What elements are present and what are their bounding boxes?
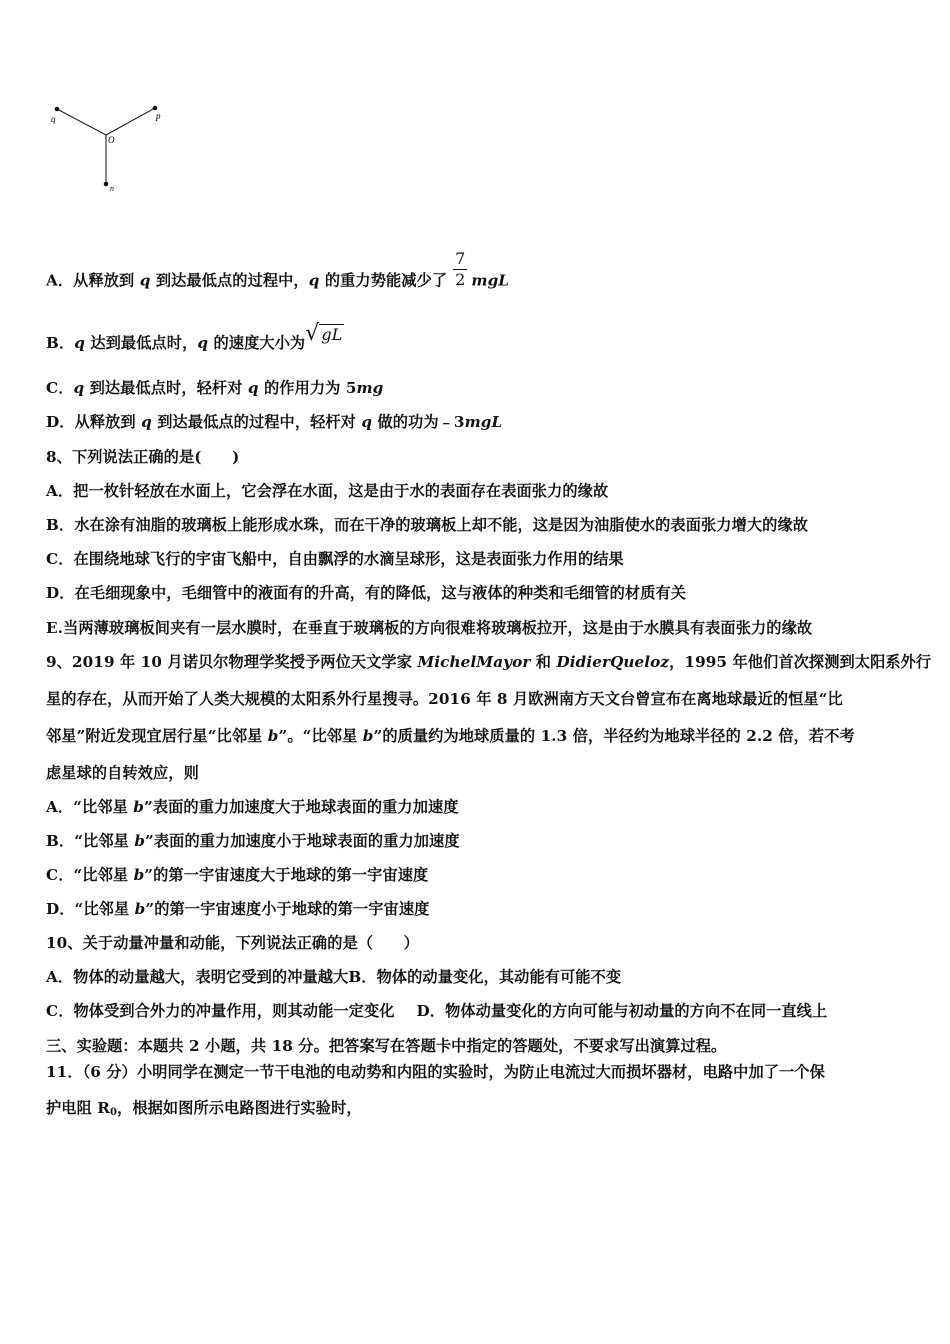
q10-options-cd (46, 1001, 827, 1021)
q7-c-var-q1: q (73, 379, 85, 397)
q7-b-var-q2: q (197, 334, 209, 352)
q9-stem-line-3 (46, 726, 855, 746)
q9-name-mayor: MichelMayor (417, 653, 531, 671)
q9-d-var-b: b (134, 900, 146, 918)
q9-name-queloz: DidierQueloz (556, 653, 670, 671)
q11-l2-text-2: ，根据如图所示电路图进行实验时， (117, 1099, 362, 1117)
fraction-denominator: 2 (455, 270, 466, 289)
q9-b-text-1: B．“比邻星 (46, 832, 135, 850)
fraction-seven-halves (453, 249, 467, 290)
q9-l1-text-3: ，1995 年他们首次探测到太阳系外行 (669, 653, 932, 671)
q9-b-text-2: ”表面的重力加速度小于地球表面的重力加速度 (145, 832, 460, 850)
q8-option-b: B．水在涂有油脂的玻璃板上能形成水珠，而在干净的玻璃板上却不能，这是因为油脂使水的表面张力增大的缘故 (46, 516, 809, 534)
q7-option-a (46, 249, 510, 302)
q7-c-mg: mg (356, 379, 384, 397)
q8-stem: 8、下列说法正确的是( ) (46, 448, 240, 466)
q9-stem-line-2: 星的存在，从而开始了人类大规模的太阳系外行星搜寻。2016 年 8 月欧洲南方天文台曾宣布在离地球最近的恒星“比 (46, 690, 843, 708)
q7-d-text-2: 到达最低点的过程中，轻杆对 (151, 413, 362, 431)
q9-l1-text-2: 和 (530, 653, 557, 671)
label-n: n (110, 184, 114, 193)
q9-l3-var-b2: b (362, 727, 374, 745)
q9-a-text-2: ”表面的重力加速度大于地球表面的重力加速度 (144, 798, 459, 816)
q9-c-var-b: b (133, 866, 145, 884)
q9-c-text-1: C．“比邻星 (46, 866, 134, 884)
q7-c-text-1: C． (46, 379, 74, 397)
q7-option-d (46, 412, 502, 432)
q10-option-c: C．物体受到合外力的冲量作用，则其动能一定变化 (46, 1002, 395, 1020)
mass-q (55, 107, 60, 112)
q9-c-text-2: ”的第一宇宙速度大于地球的第一宇宙速度 (144, 866, 429, 884)
q9-option-b (46, 831, 460, 851)
q9-b-var-b: b (134, 832, 146, 850)
section-3-heading: 三、实验题：本题共 2 小题，共 18 分。把答案写在答题卡中指定的答题处，不要求写出演算过程。 (46, 1037, 727, 1055)
q9-l3-var-b1: b (267, 727, 279, 745)
q7-c-var-q2: q (247, 379, 259, 397)
label-q: q (51, 114, 56, 124)
sqrt-gl (305, 321, 344, 346)
mass-p (153, 106, 158, 111)
radicand: gL (321, 325, 343, 344)
q9-option-a (46, 797, 459, 817)
q7-b-text-3: 的速度大小为 (208, 334, 306, 352)
label-p: p (156, 111, 161, 121)
q7-b-var-q1: q (74, 334, 85, 352)
rod-diagram (40, 92, 190, 202)
q9-stem-line-1 (46, 652, 931, 672)
q7-a-mgl: mgL (471, 271, 510, 290)
q7-option-c (46, 378, 383, 398)
q9-option-c (46, 865, 428, 885)
q7-d-text-3: 做的功为﹣3 (372, 413, 465, 431)
q7-a-var-q2: q (308, 271, 320, 290)
radical-sign: √ (305, 321, 320, 346)
q7-a-var-q1: q (139, 271, 151, 290)
q9-d-text-1: D．“比邻星 (46, 900, 135, 918)
q7-b-text-2: 达到最低点时， (84, 334, 198, 352)
q9-d-text-2: ”的第一宇宙速度小于地球的第一宇宙速度 (145, 900, 430, 918)
q11-subscript-zero: 0 (109, 1107, 118, 1118)
q7-d-mgl: mgL (464, 413, 503, 431)
mass-n (104, 182, 109, 187)
fraction-numerator: 7 (455, 249, 466, 268)
q8-option-e: E.当两薄玻璃板间夹有一层水膜时，在垂直于玻璃板的方向很难将玻璃板拉开，这是由于水膜具有表面张力的缘故 (46, 619, 813, 637)
q10-options-ab: A．物体的动量越大，表明它受到的冲量越大B．物体的动量变化，其动能有可能不变 (46, 968, 622, 986)
q7-a-text-2: 到达最低点的过程中， (150, 271, 309, 290)
q7-b-text-1: B． (46, 334, 75, 352)
q8-option-d: D．在毛细现象中，毛细管中的液面有的升高，有的降低，这与液体的种类和毛细管的材质有关 (46, 584, 687, 602)
q9-a-var-b: b (133, 798, 144, 816)
q9-a-text-1: A．“比邻星 (46, 798, 134, 816)
q7-option-b (46, 321, 344, 353)
q11-line-2 (46, 1098, 362, 1123)
q7-c-text-2: 到达最低点时，轻杆对 (84, 379, 248, 397)
q11-l2-text-1: 护电阻 R (46, 1099, 110, 1117)
q7-a-text-1: A．从释放到 (46, 271, 140, 290)
q8-option-a: A．把一枚针轻放在水面上，它会浮在水面，这是由于水的表面存在表面张力的缘故 (46, 482, 609, 500)
rod-qo (57, 109, 106, 135)
q9-stem-line-4: 虑星球的自转效应，则 (46, 764, 199, 782)
q7-d-var-q1: q (141, 413, 152, 431)
q9-l1-text-1: 9、2019 年 10 月诺贝尔物理学奖授予两位天文学家 (46, 653, 418, 671)
q9-l3-text-2: ”。“比邻星 (278, 727, 363, 745)
q8-option-c: C．在围绕地球飞行的宇宙飞船中，自由飘浮的水滴呈球形，这是表面张力作用的结果 (46, 550, 624, 568)
q7-d-text-1: D．从释放到 (46, 413, 142, 431)
q9-l3-text-3: ”的质量约为地球质量的 1.3 倍，半径约为地球半径的 2.2 倍，若不考 (373, 727, 855, 745)
label-o: O (108, 135, 115, 145)
q7-c-text-3: 的作用力为 5 (258, 379, 357, 397)
q9-l3-text-1: 邻星”附近发现宜居行星“比邻星 (46, 727, 268, 745)
q10-stem: 10、关于动量冲量和动能，下列说法正确的是（ ） (46, 934, 419, 952)
q7-d-var-q2: q (361, 413, 373, 431)
q11-line-1: 11．（6 分）小明同学在测定一节干电池的电动势和内阻的实验时，为防止电流过大而损坏器材，电路中加了一个保 (46, 1063, 825, 1081)
q7-a-text-3: 的重力势能减少了 (319, 271, 448, 290)
q10-option-d: D．物体动量变化的方向可能与初动量的方向不在同一直线上 (416, 1002, 828, 1020)
rod-po (106, 108, 155, 135)
q9-option-d (46, 899, 429, 919)
